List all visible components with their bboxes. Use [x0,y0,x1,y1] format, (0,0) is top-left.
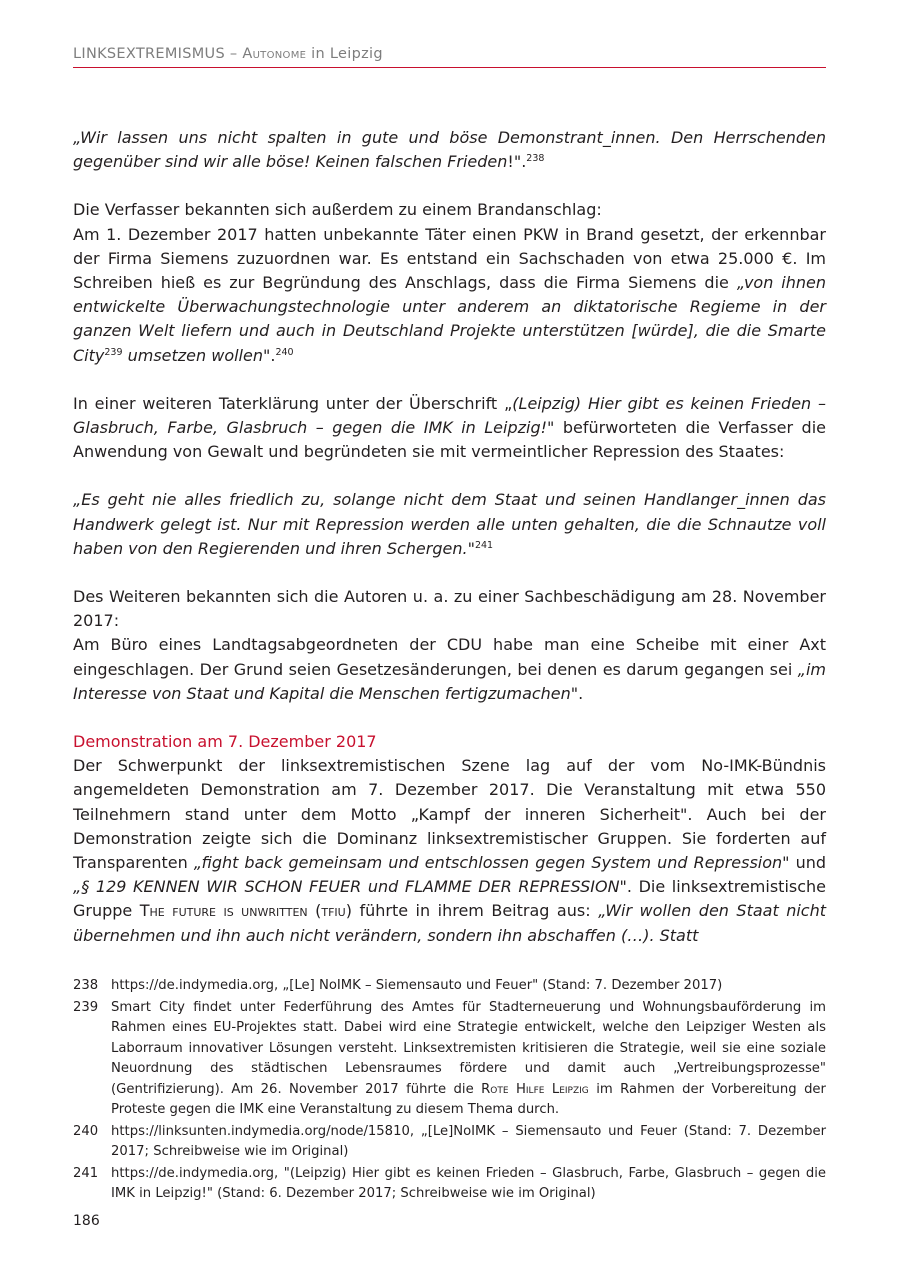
text-2: " befürworteten die Verfasser die Anwendung von Gewalt und begründeten sie mit vermeintlicher Repression des Staates: [73,418,826,462]
footnote-text: https://linksunten.indymedia.org/node/15810, „[Le]NoIMK – Siemensauto und Feuer (Stand: 7. Dezember 2017; Schreibweise wie im Original) [111,1123,826,1159]
footnote-text-rest: im Rahmen der Vorbereitung der Proteste gegen die IMK eine Veranstaltung zu diesem Thema durch. [111,1081,826,1117]
header-dash: – [224,46,243,62]
footnote-number: 238 [73,978,99,993]
quote-end: ". [262,345,276,365]
quote-text: „Wir lassen uns nicht spalten in gute und böse Demonstrant_innen. Den Herrschenden gegenüber sind wir alle böse! Keinen falschen Frieden [73,128,826,172]
footnote-text: Smart City findet unter Federführung des Amtes für Stadterneuerung und Wohnungsbauförderung im Rahmen eines EU-Projektes statt. Dabei wird eine Strategie entwickelt, welche den Leipziger Westen als Laborraum innovativer Lösungen versteht. Linksextremisten kritisieren die Strategie, weil sie eine soziale Neuordnung des städtischen Lebensraumes fördere und damit auch „Vertreibungsprozesse" (Gentrifizierung). Am 26. November 2017 führte die [111,999,826,1097]
quote-banner-1: „fight back gemeinsam und entschlossen gegen System und Repression [193,853,783,873]
paragraph-sachbeschaedigung [73,633,826,706]
header-rule [73,67,826,68]
footnote-240 [73,1122,826,1163]
quote-end: " [467,538,475,558]
quote-end: !". [507,152,527,172]
text-4: ( [307,901,322,921]
quote-text: „von ihnen entwickelte Überwachungstechnologie unter anderem an diktatorische Regieme in der ganzen Welt liefern und auch in Deutschland Projekte unterstützen [würde], die die Smarte City [73,273,826,365]
footnote-ref-241[interactable]: 241 [474,539,494,551]
text-5: ) führte in ihrem Beitrag aus: [345,901,599,921]
paragraph-quote-241 [73,488,826,561]
footnote-number: 240 [73,1123,99,1139]
running-header [73,46,826,62]
footnote-text: https://de.indymedia.org, „[Le] NoIMK – Siemensauto und Feuer" (Stand: 7. Dezember 2017) [111,978,723,993]
paragraph-brandanschlag-intro: Die Verfasser bekannten sich außerdem zu einem Brandanschlag: [73,200,602,220]
footnote-number: 241 [73,1165,99,1181]
paragraph-sachbeschaedigung-intro: Des Weiteren bekannten sich die Autoren u. a. zu einer Sachbeschädigung am 28. November 2017: [73,587,826,631]
text: Am 1. Dezember 2017 hatten unbekannte Täter einen PKW in Brand gesetzt, der erkennbar der Firma Siemens zuzuordnen war. Es entstand ein Sachschaden von etwa 25.000 €. Im Schreiben hieß es zur Begründung des Anschlags, dass die Firma Siemens die [73,224,826,293]
paragraph-demonstration [73,754,826,948]
group-name: The future is unwritten [139,901,308,921]
header-subtitle-smallcaps: Autonome [242,46,307,62]
footnote-239 [73,998,826,1121]
footnote-ref-240[interactable]: 240 [275,346,294,358]
quote-text: „im Interesse von Staat und Kapital die Menschen fertigzumachen" [73,659,826,703]
quote-text: „Es geht nie alles friedlich zu, solange nicht dem Staat und seinen Handlanger_innen das Handwerk gelegt ist. Nur mit Repression werden alle unten gehalten, die die Schnautze voll haben von den Regierenden und ihren Schergen. [73,490,826,558]
quote-text-2: umsetzen wollen [122,345,263,365]
page-number: 186 [73,1213,100,1229]
paragraph-quote-238 [73,126,826,174]
text-end: . [578,683,584,703]
footnote-org-name: Rote Hilfe Leipzig [481,1081,589,1097]
text: Der Schwerpunkt der linksextremistischen Szene lag auf der vom No-IMK-Bündnis angemeldeten Demonstration am 7. Dezember 2017. Die Veranstaltung mit etwa 550 Teilnehmern stand unter dem Motto „Kampf der inneren Sicherheit". Auch bei der Demonstration zeigte sich die Dominanz linksextremistischer Gruppen. Sie forderten auf Transparenten [73,756,826,873]
paragraph-taterklaerung [73,392,826,465]
quote-banner-2: „§ 129 KENNEN WIR SCHON FEUER und FLAMME DER REPRESSION [73,877,620,897]
text-2: " und [782,853,827,873]
header-title: LINKSEXTREMISMUS [73,46,225,62]
footnote-number: 239 [73,999,99,1015]
footnotes [73,976,826,1206]
main-text [73,126,826,972]
footnote-ref-238[interactable]: 238 [526,153,545,165]
footnote-ref-239[interactable]: 239 [104,346,123,358]
footnote-text: https://de.indymedia.org, "(Leipzig) Hier gibt es keinen Frieden – Glasbruch, Farbe, Glasbruch – gegen die IMK in Leipzig!" (Stand: 6. Dezember 2017; Schreibweise wie im Original) [111,1165,826,1201]
text-3: ". Die linksextremistische Gruppe [73,877,827,921]
text: Am Büro eines Landtagsabgeordneten der CDU habe man eine Scheibe mit einer Axt eingeschlagen. Der Grund seien Gesetzesänderungen, bei denen es darum gegangen sei [73,635,826,679]
paragraph-brandanschlag [73,223,826,368]
footnote-238 [73,976,826,997]
quote-tfiu: „Wir wollen den Staat nicht übernehmen und ihn auch nicht verändern, sondern ihn abschaffen (…). Statt [73,901,827,945]
group-abbr: tfiu [321,901,346,921]
footnote-241 [73,1164,826,1205]
footnote-text-wrap [111,998,826,1121]
quote-text: (Leipzig) Hier gibt es keinen Frieden – Glasbruch, Farbe, Glasbruch – gegen die IMK in Leipzig! [73,393,826,438]
section-heading: Demonstration am 7. Dezember 2017 [73,732,377,752]
header-subtitle-rest: in Leipzig [306,46,383,62]
text: In einer weiteren Taterklärung unter der Überschrift „ [73,393,513,413]
